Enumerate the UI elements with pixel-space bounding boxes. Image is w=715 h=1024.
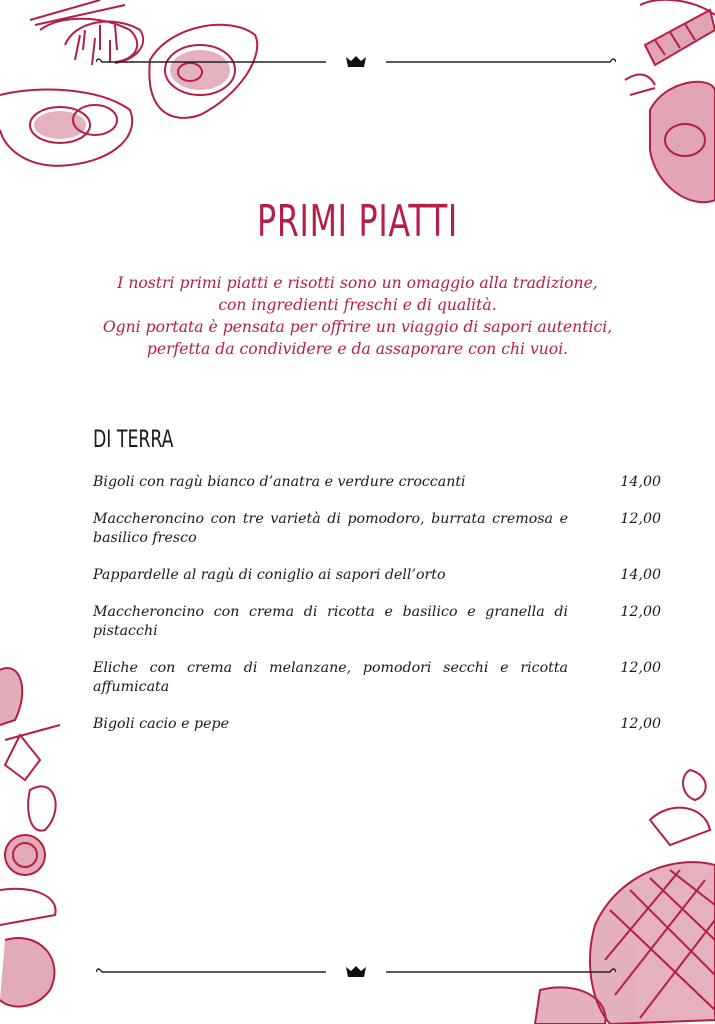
menu-item-name: Pappardelle al ragù di coniglio ai sapori dell’orto — [93, 567, 446, 583]
menu-list — [93, 473, 661, 752]
menu-item — [93, 603, 661, 641]
bottom-divider — [96, 962, 616, 982]
menu-item-price: 12,00 — [620, 604, 661, 620]
salami-icon — [615, 0, 715, 215]
intro-line: con ingredienti freschi e di qualità. — [218, 296, 497, 314]
section-title: DI TERRA — [93, 425, 174, 453]
menu-item-price: 14,00 — [620, 567, 661, 583]
menu-item — [93, 566, 661, 585]
menu-item-name: Bigoli cacio e pepe — [93, 716, 229, 732]
menu-item-name: Bigoli con ragù bianco d’anatra e verdure croccanti — [93, 474, 466, 490]
ham-icon — [520, 760, 715, 1024]
meat-skewer-icon — [0, 640, 75, 1024]
menu-item-price: 12,00 — [620, 660, 661, 676]
menu-item-price: 12,00 — [620, 511, 661, 527]
intro-line: Ogni portata è pensata per offrire un viaggio di sapori autentici, — [102, 318, 613, 336]
menu-item-price: 12,00 — [620, 716, 661, 732]
intro-text — [60, 272, 655, 360]
menu-item — [93, 659, 661, 697]
crown-icon — [346, 966, 366, 977]
menu-item-name: Maccheroncino con crema di ricotta e basilico e granella di pistacchi — [93, 604, 568, 639]
menu-item-name: Maccheroncino con tre varietà di pomodoro, burrata cremosa e basilico fresco — [93, 511, 568, 546]
menu-item-price: 14,00 — [620, 474, 661, 490]
page-title: PRIMI PIATTI — [256, 196, 458, 247]
menu-item-name: Eliche con crema di melanzane, pomodori secchi e ricotta affumicata — [93, 660, 568, 695]
intro-line: I nostri primi piatti e risotti sono un omaggio alla tradizione, — [117, 274, 598, 292]
menu-item — [93, 715, 661, 734]
menu-item — [93, 510, 661, 548]
intro-line: perfetta da condividere e da assaporare con chi vuoi. — [146, 340, 569, 358]
menu-item — [93, 473, 661, 492]
top-divider — [96, 52, 616, 72]
crown-icon — [346, 56, 366, 67]
